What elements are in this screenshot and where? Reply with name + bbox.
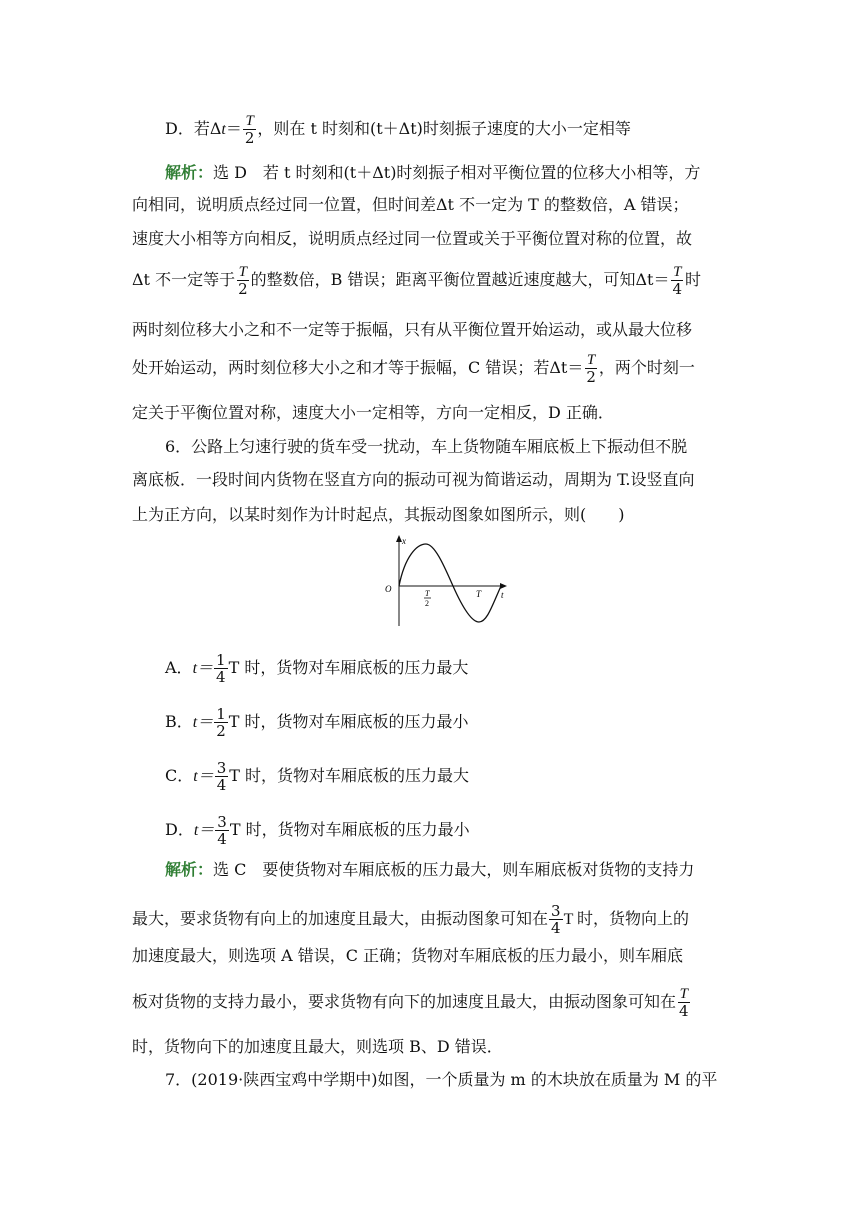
analysis-label: 解析： (165, 860, 214, 879)
analysis-1-line-4: Δt 不一定等于 $\frac{T}{2}$ 的整数倍，B 错误；距离平衡位置越近速度越大，可知Δt＝ $\frac{T}{4}$ 时 (132, 264, 702, 298)
fraction: $\frac{T}{2}$ (238, 264, 248, 298)
y-axis-label: x (402, 536, 406, 546)
analysis-1-line-3: 速度大小相等方向相反，说明质点经过同一位置或关于平衡位置对称的位置，故 (132, 229, 693, 248)
analysis-1-line-7: 定关于平衡位置对称，速度大小一定相等，方向一定相反，D 正确． (132, 403, 614, 422)
option-c: C．t＝ $\frac{3}{4}$ T 时，货物对车厢底板的压力最大 (165, 759, 470, 794)
fraction: $\frac{T}{2}$ (586, 352, 596, 386)
question-6-line-2: 离底板．一段时间内货物在竖直方向的振动可视为简谐运动，周期为 T.设竖直向 (132, 470, 695, 489)
question-6-line-1: 6．公路上匀速行驶的货车受一扰动，车上货物随车厢底板上下振动但不脱 (165, 437, 688, 456)
fraction: $\frac{1}{4}$ (216, 651, 226, 686)
sine-curve (399, 544, 501, 622)
fraction: $\frac{1}{2}$ (216, 705, 226, 740)
vibration-graph (373, 534, 513, 630)
origin-label: O (385, 584, 392, 594)
analysis-1-line-6: 处开始运动，两时刻位移大小之和才等于振幅，C 错误；若Δt＝ $\frac{T}{2}$ ，两个时刻一 (132, 352, 695, 386)
period-label: T (476, 589, 482, 599)
analysis-2-line-4: 板对货物的支持力最小，要求货物有向下的加速度且最大，由振动图象可知在 $\frac{T}{4}$ (132, 986, 689, 1020)
fraction: $\frac{3}{4}$ (551, 902, 561, 937)
analysis-1-line-2: 向相同，说明质点经过同一位置，但时间差Δt 不一定为 T 的整数倍，A 错误； (132, 195, 689, 214)
analysis-1-line-1: 解析：选 D 若 t 时刻和(t＋Δt)时刻振子相对平衡位置的位移大小相等，方 (165, 163, 701, 182)
fraction: $\frac{T}{4}$ (672, 264, 683, 298)
analysis-2-line-1: 解析：选 C 要使货物对车厢底板的压力最大，则车厢底板对货物的支持力 (165, 860, 695, 879)
analysis-label: 解析： (165, 163, 214, 182)
option-b: B．t＝ $\frac{1}{2}$ T 时，货物对车厢底板的压力最小 (165, 705, 469, 740)
question-6-line-3: 上为正方向，以某时刻作为计时起点，其振动图象如图所示，则( ) (132, 505, 625, 524)
x-axis-arrow (500, 583, 507, 589)
analysis-2-line-3: 加速度最大，则选项 A 错误，C 正确；货物对车厢底板的压力最小，则车厢底 (132, 946, 684, 965)
option-d: D．t＝ $\frac{3}{4}$ T 时，货物对车厢底板的压力最小 (165, 813, 470, 848)
fraction: $\frac{T}{4}$ (679, 986, 689, 1020)
fraction: $\frac{3}{4}$ (217, 813, 227, 848)
option-d-previous: D．若Δt＝ $\frac{T}{2}$ ，则在 t 时刻和(t＋Δt)时刻振子速度的大小一定相等 (165, 113, 631, 147)
x-axis-label: t (501, 590, 504, 600)
question-7-line-1: 7．(2019·陕西宝鸡中学期中)如图，一个质量为 m 的木块放在质量为 M 的平 (165, 1070, 718, 1089)
fraction: $\frac{3}{4}$ (216, 759, 227, 794)
fraction: $\frac{T}{2}$ (244, 113, 255, 147)
option-a: A．t＝ $\frac{1}{4}$ T 时，货物对车厢底板的压力最大 (165, 651, 469, 686)
half-period-numerator: T (425, 589, 430, 598)
analysis-2-line-2: 最大，要求货物有向上的加速度且最大，由振动图象可知在 $\frac{3}{4}$ T 时，货物向上的 (132, 902, 690, 937)
analysis-2-line-5: 时，货物向下的加速度且最大，则选项 B、D 错误． (132, 1037, 503, 1056)
half-period-denominator: 2 (425, 599, 429, 608)
analysis-1-line-5: 两时刻位移大小之和不一定等于振幅，只有从平衡位置开始运动，或从最大位移 (132, 320, 693, 339)
